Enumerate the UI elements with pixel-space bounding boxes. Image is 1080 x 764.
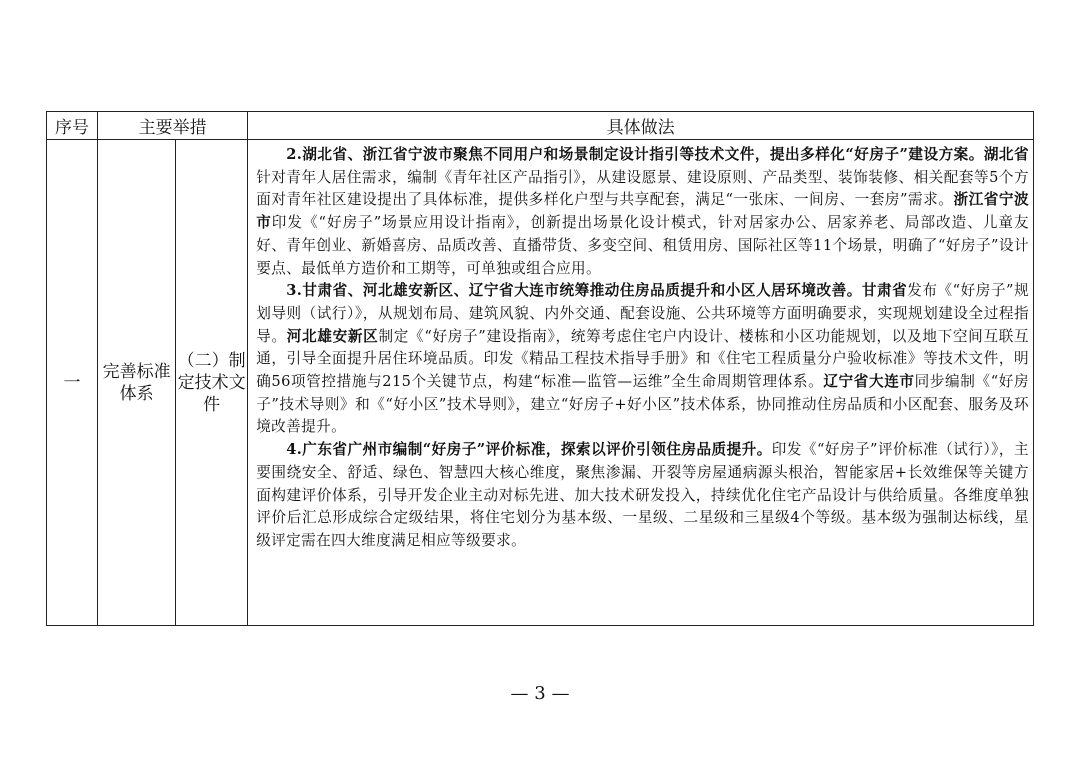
row-category: 完善标准体系 xyxy=(98,140,176,626)
body-text: 同步编制《“好房子”技术导则》和《“好小区”技术导则》，建立“好房子+好小区”技术体系，协同推动住房品质和小区配套、服务及环境改善提升。 xyxy=(256,373,1029,436)
body-text: 制定《“好房子”建设指南》，统筹考虑住宅户内设计、楼栋和小区功能规划，以及地下空间互联互通，引导全面提升居住环境品质。印发《精品工程技术指导手册》和《住宅工程质量分户验收标准》等技术文件，明确56项管控措施与215个关键节点，构建“标准—监管—运维”全生命周期管理体系。 xyxy=(256,327,1030,391)
detail-item-4 xyxy=(256,439,1029,553)
detail-item-2 xyxy=(256,144,1029,280)
bold-text: 河北雄安新区 xyxy=(286,327,379,345)
header-number: 序号 xyxy=(47,112,98,140)
page-number: — 3 — xyxy=(510,683,570,704)
bold-text: 4.广东省广州市编制“好房子”评价标准，探索以评价引领住房品质提升。 xyxy=(286,441,772,459)
body-text: 发布《“好房子”规划导则（试行）》，从规划布局、建筑风貌、内外交通、配套设施、公共环境等方面明确要求，实现规划建设全过程指导。 xyxy=(256,282,1029,345)
measures-table xyxy=(46,111,1034,626)
body-text: 印发《“好房子”评价标准（试行）》，主要围绕安全、舒适、绿色、智慧四大核心维度，聚焦渗漏、开裂等房屋通病源头根治，智能家居+长效维保等关键方面构建评价体系，引导开发企业主动对标先进、加大技术研发投入，持续优化住宅产品设计与供给质量。各维度单独评价后汇总形成综合定级结果，将住宅划分为基本级、一星级、二星级和三星级4个等级。基本级为强制达标线，星级评定需在四大维度满足相应等级要求。 xyxy=(256,441,1029,549)
header-detail: 具体做法 xyxy=(248,112,1034,140)
bold-text: 辽宁省大连市 xyxy=(823,373,915,391)
detail-item-3 xyxy=(256,280,1029,439)
row-number: 一 xyxy=(47,140,98,626)
bold-text: 2.湖北省、浙江省宁波市聚焦不同用户和场景制定设计指引等技术文件，提出多样化“好房子”建设方案。 xyxy=(286,146,984,163)
header-measure: 主要举措 xyxy=(98,112,248,140)
bold-text: 浙江省宁波市 xyxy=(256,191,1029,232)
row-detail xyxy=(248,140,1034,626)
body-text: 印发《“好房子”场景应用设计指南》，创新提出场景化设计模式，针对居家办公、居家养老、局部改造、儿童友好、青年创业、新婚喜房、品质改善、直播带货、多变空间、租赁用房、国际社区等11个场景，明确了“好房子”设计要点、最低单方造价和工期等，可单独或组合应用。 xyxy=(256,214,1029,277)
bold-text: 湖北省 xyxy=(983,146,1029,163)
detail-items xyxy=(256,144,1029,553)
body-text: 针对青年人居住需求，编制《青年社区产品指引》，从建设愿景、建设原则、产品类型、装饰装修、相关配套等5个方面对青年社区建设提出了具体标准，提供多样化户型与共享配套，满足“一张床、一间房、一套房”需求。 xyxy=(256,168,1029,209)
row-subcategory: （二）制定技术文件 xyxy=(176,140,248,626)
bold-text: 甘肃省 xyxy=(861,282,908,300)
bold-text: 3.甘肃省、河北雄安新区、辽宁省大连市统筹推动住房品质提升和小区人居环境改善。 xyxy=(286,282,862,300)
table-header-row xyxy=(47,112,1034,140)
table-row xyxy=(47,140,1034,626)
